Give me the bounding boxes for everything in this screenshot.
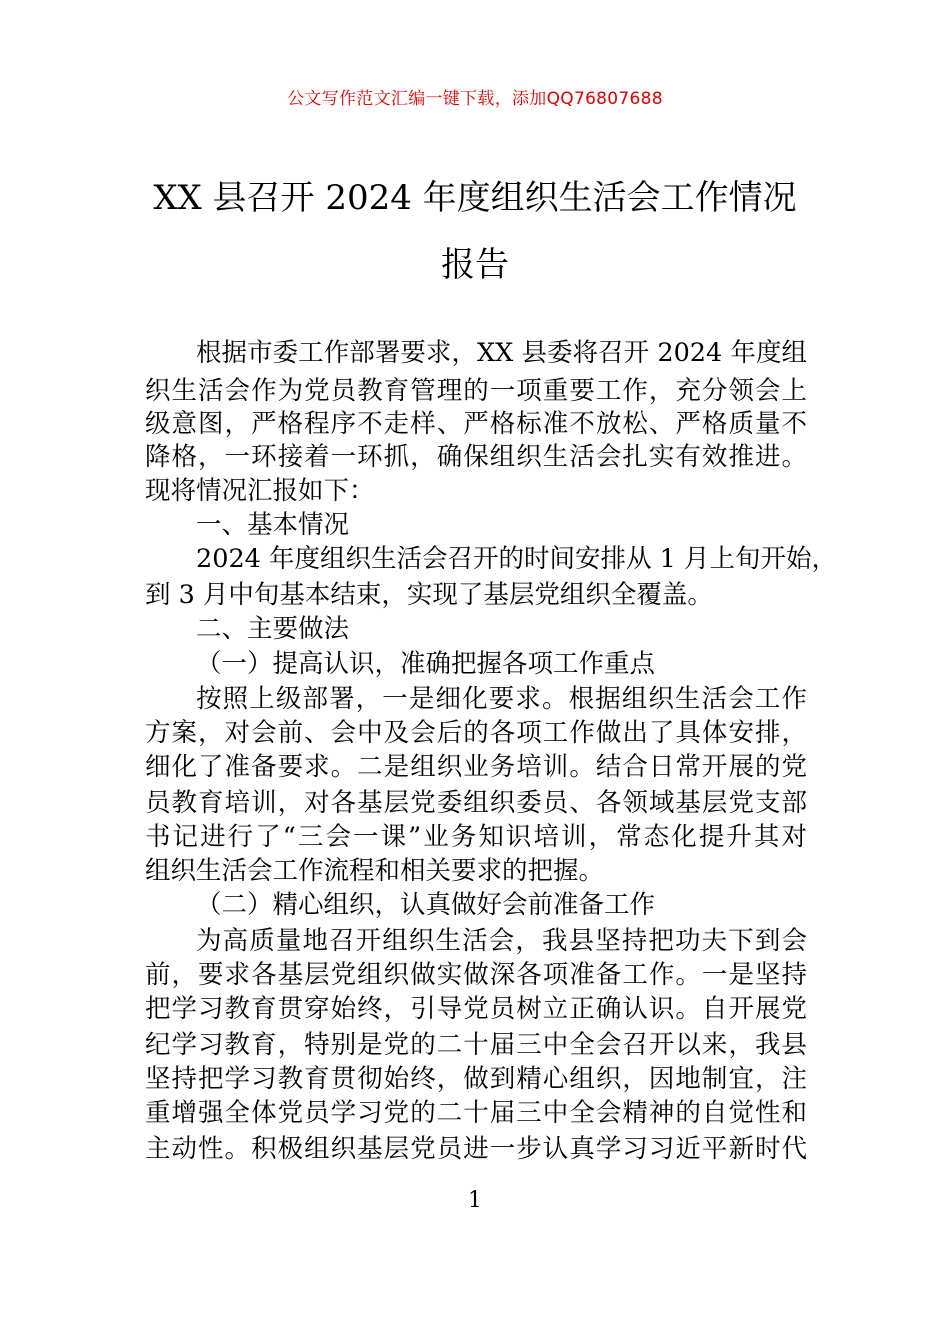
header-note: 公文写作范文汇编一键下载，添加QQ76807688 [287, 89, 663, 109]
paragraph-line: 织生活会作为党员教育管理的一项重要工作，充分领会上 [145, 376, 807, 406]
page-number: 1 [468, 1188, 482, 1213]
paragraph-line: 坚持把学习教育贯彻始终，做到精心组织，因地制宜，注 [145, 1064, 807, 1094]
paragraph-line: 到 3 月中旬基本结束，实现了基层党组织全覆盖。 [145, 580, 713, 610]
document-title-line-2: 报告 [441, 245, 509, 285]
paragraph-line: 员教育培训，对各基层党委组织委员、各领域基层党支部 [145, 788, 807, 818]
paragraph-line: 为高质量地召开组织生活会，我县坚持把功夫下到会 [196, 926, 807, 956]
section-heading: 一、基本情况 [196, 510, 350, 540]
paragraph-line: 把学习教育贯穿始终，引导党员树立正确认识。自开展党 [145, 994, 807, 1024]
section-heading: 二、主要做法 [196, 614, 350, 644]
paragraph-line: 细化了准备要求。二是组织业务培训。结合日常开展的党 [145, 752, 807, 782]
paragraph-line: 重增强全体党员学习党的二十届三中全会精神的自觉性和 [145, 1098, 807, 1128]
paragraph-line: 纪学习教育，特别是党的二十届三中全会召开以来，我县 [145, 1030, 807, 1060]
paragraph-line: 书记进行了“三会一课”业务知识培训，常态化提升其对 [145, 822, 807, 852]
paragraph-line: 按照上级部署，一是细化要求。根据组织生活会工作 [196, 684, 807, 714]
paragraph-line: 方案，对会前、会中及会后的各项工作做出了具体安排， [145, 718, 807, 748]
paragraph-line: 现将情况汇报如下： [145, 476, 375, 506]
paragraph-line: 级意图，严格程序不走样、严格标准不放松、严格质量不 [145, 409, 807, 439]
paragraph-line: 根据市委工作部署要求，XX 县委将召开 2024 年度组 [196, 338, 807, 368]
paragraph-line: 组织生活会工作流程和相关要求的把握。 [145, 856, 605, 886]
paragraph-line: 2024 年度组织生活会召开的时间安排从 1 月上旬开始， [196, 544, 837, 574]
paragraph-line: 降格，一环接着一环抓，确保组织生活会扎实有效推进。 [145, 442, 807, 472]
subsection-heading: （二）精心组织，认真做好会前准备工作 [196, 890, 656, 920]
paragraph-line: 前，要求各基层党组织做实做深各项准备工作。一是坚持 [145, 960, 807, 990]
subsection-heading: （一）提高认识，准确把握各项工作重点 [196, 649, 656, 679]
document-title-line-1: XX 县召开 2024 年度组织生活会工作情况 [153, 178, 797, 218]
paragraph-line: 主动性。积极组织基层党员进一步认真学习习近平新时代 [145, 1134, 807, 1164]
